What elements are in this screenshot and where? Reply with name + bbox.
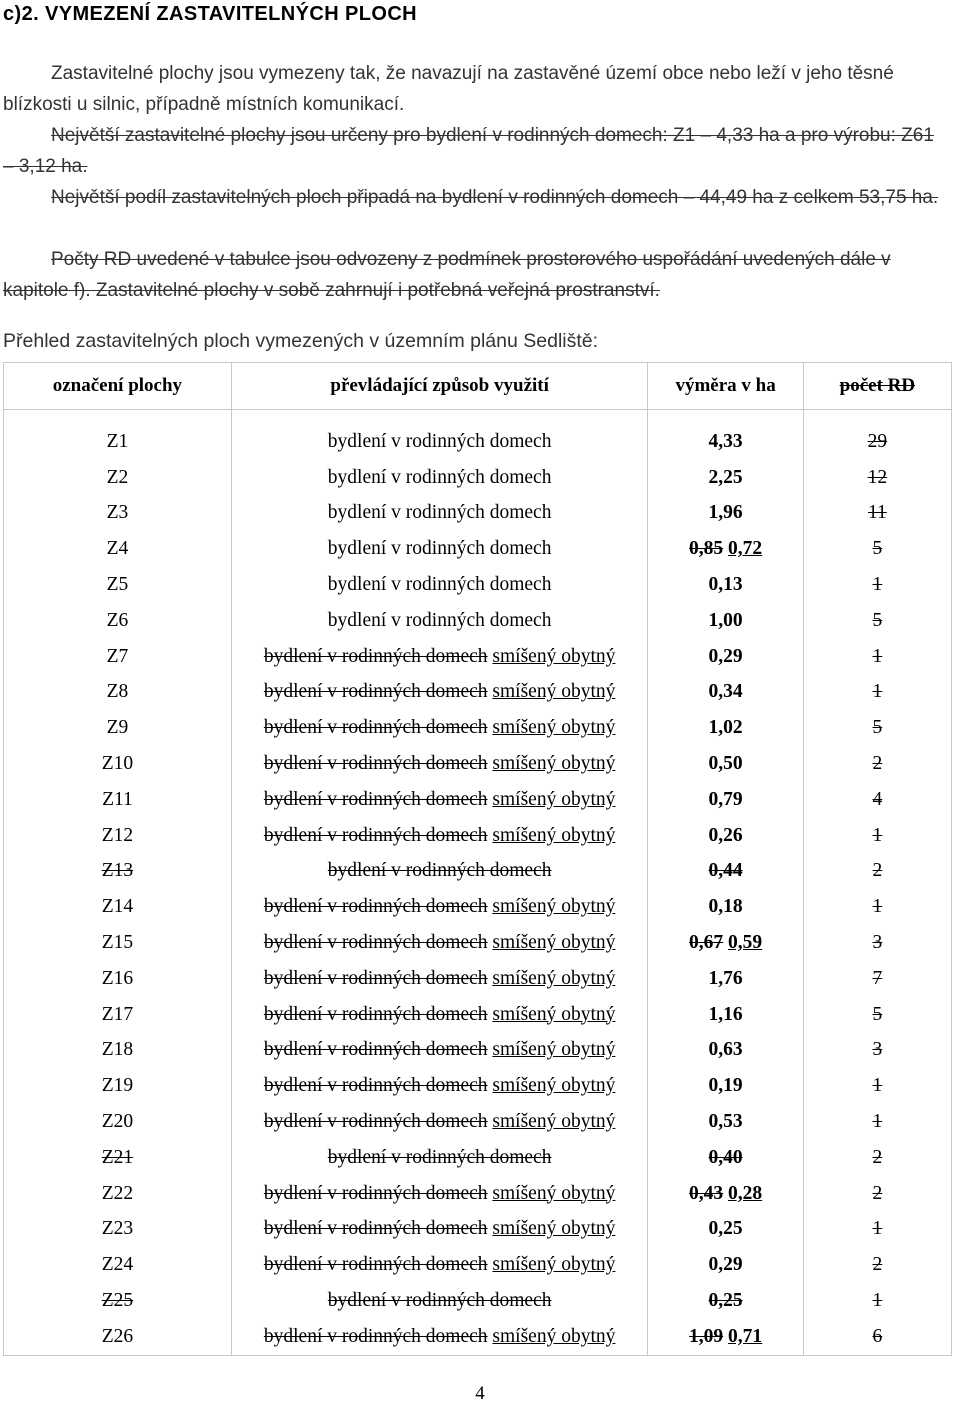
use-old: bydlení v rodinných domech — [263, 896, 488, 918]
cell-id: Z13 — [4, 854, 232, 890]
page-heading: c)2. VYMEZENÍ ZASTAVITELNÝCH PLOCH — [3, 3, 418, 25]
cell-rd-count: 6 — [803, 1319, 951, 1355]
cell-id: Z9 — [4, 710, 232, 746]
cell-use: bydlení v rodinných domech — [231, 531, 648, 567]
cell-area: 0,13 — [648, 567, 803, 603]
page-number: 4 — [475, 1383, 485, 1404]
cell-use: bydlení v rodinných domech — [231, 1140, 648, 1176]
cell-id: Z2 — [4, 460, 232, 496]
table-row — [4, 567, 952, 603]
cell-id: Z17 — [4, 997, 232, 1033]
paragraph-rd-counts: Počty RD uvedené v tabulce jsou odvozeny z podmínek prostorového uspořádání uvedených dále v kapitole f). Zastavitelné plochy v sobě zahrnují i potřebná veřejná prostranství. — [3, 249, 891, 301]
cell-area: 0,29 — [648, 1247, 803, 1283]
cell-id: Z25 — [4, 1283, 232, 1319]
cell-rd-count: 29 — [803, 410, 951, 460]
cell-rd-count: 2 — [803, 1247, 951, 1283]
area-new: 0,71 — [728, 1325, 763, 1347]
cell-rd-count: 5 — [803, 997, 951, 1033]
use-old: bydlení v rodinných domech — [263, 1039, 488, 1061]
paragraph-largest-areas: Největší zastavitelné plochy jsou určeny pro bydlení v rodinných domech: Z1 – 4,33 ha a pro výrobu: Z61 – 3,12 ha. — [3, 125, 934, 177]
cell-use — [231, 961, 648, 997]
use-new: smíšený obytný — [492, 967, 616, 989]
cell-use — [231, 1033, 648, 1069]
cell-area: 0,50 — [648, 746, 803, 782]
table-header-row — [4, 363, 952, 410]
cell-use — [231, 1104, 648, 1140]
cell-rd-count: 11 — [803, 496, 951, 532]
cell-area: 0,25 — [648, 1212, 803, 1248]
use-new: smíšený obytný — [492, 932, 616, 954]
cell-area — [648, 531, 803, 567]
table-row — [4, 675, 952, 711]
use-old: bydlení v rodinných domech — [263, 967, 488, 989]
cell-id: Z21 — [4, 1140, 232, 1176]
cell-use — [231, 675, 648, 711]
area-old: 0,67 — [689, 932, 724, 954]
cell-rd-count: 2 — [803, 1176, 951, 1212]
table-row — [4, 854, 952, 890]
areas-table — [3, 362, 952, 1356]
use-old: bydlení v rodinných domech — [263, 1254, 488, 1276]
cell-id: Z18 — [4, 1033, 232, 1069]
cell-area: 1,00 — [648, 603, 803, 639]
use-new: smíšený obytný — [492, 1111, 616, 1133]
cell-rd-count: 1 — [803, 818, 951, 854]
use-new: smíšený obytný — [492, 1218, 616, 1240]
paragraph-housing-share: Největší podíl zastavitelných ploch připadá na bydlení v rodinných domech – 44,49 ha z celkem 53,75 ha. — [51, 187, 939, 208]
use-old: bydlení v rodinných domech — [263, 681, 488, 703]
cell-rd-count: 1 — [803, 889, 951, 925]
cell-area: 0,53 — [648, 1104, 803, 1140]
table-row — [4, 1068, 952, 1104]
table-row — [4, 925, 952, 961]
use-old: bydlení v rodinných domech — [263, 753, 488, 775]
cell-id: Z26 — [4, 1319, 232, 1355]
cell-rd-count: 7 — [803, 961, 951, 997]
cell-rd-count: 4 — [803, 782, 951, 818]
cell-id: Z3 — [4, 496, 232, 532]
use-new: smíšený obytný — [492, 645, 616, 667]
cell-id: Z8 — [4, 675, 232, 711]
cell-use — [231, 782, 648, 818]
cell-area: 0,29 — [648, 639, 803, 675]
cell-area: 0,18 — [648, 889, 803, 925]
table-row — [4, 531, 952, 567]
cell-area: 1,02 — [648, 710, 803, 746]
cell-id: Z1 — [4, 410, 232, 460]
table-row — [4, 746, 952, 782]
area-old: 1,09 — [689, 1325, 724, 1347]
cell-id: Z4 — [4, 531, 232, 567]
paragraph-intro: Zastavitelné plochy jsou vymezeny tak, že navazují na zastavěné území obce nebo leží v jeho těsné blízkosti u silnic, případně místních komunikací. — [3, 63, 894, 115]
use-new: smíšený obytný — [492, 824, 616, 846]
area-old: 0,43 — [689, 1182, 724, 1204]
cell-use — [231, 1068, 648, 1104]
cell-use: bydlení v rodinných domech — [231, 410, 648, 460]
cell-id: Z7 — [4, 639, 232, 675]
table-row — [4, 997, 952, 1033]
cell-area: 0,44 — [648, 854, 803, 890]
table-row — [4, 1283, 952, 1319]
table-body — [4, 410, 952, 1356]
cell-area: 4,33 — [648, 410, 803, 460]
cell-rd-count: 1 — [803, 1068, 951, 1104]
cell-area: 0,79 — [648, 782, 803, 818]
cell-area — [648, 925, 803, 961]
cell-rd-count: 5 — [803, 710, 951, 746]
cell-id: Z11 — [4, 782, 232, 818]
cell-use — [231, 925, 648, 961]
header-area: výměra v ha — [648, 363, 803, 410]
table-row — [4, 1033, 952, 1069]
use-new: smíšený obytný — [492, 1003, 616, 1025]
use-old: bydlení v rodinných domech — [263, 788, 488, 810]
cell-use — [231, 1212, 648, 1248]
cell-use: bydlení v rodinných domech — [231, 854, 648, 890]
cell-id: Z19 — [4, 1068, 232, 1104]
table-row — [4, 961, 952, 997]
use-new: smíšený obytný — [492, 717, 616, 739]
table-row — [4, 782, 952, 818]
use-new: smíšený obytný — [492, 1325, 616, 1347]
cell-use: bydlení v rodinných domech — [231, 603, 648, 639]
use-new: smíšený obytný — [492, 681, 616, 703]
cell-area: 0,34 — [648, 675, 803, 711]
use-old: bydlení v rodinných domech — [263, 645, 488, 667]
use-old: bydlení v rodinných domech — [263, 1325, 488, 1347]
cell-rd-count: 1 — [803, 1212, 951, 1248]
cell-use: bydlení v rodinných domech — [231, 1283, 648, 1319]
cell-rd-count: 1 — [803, 567, 951, 603]
cell-use — [231, 818, 648, 854]
cell-use — [231, 1247, 648, 1283]
table-row — [4, 639, 952, 675]
use-old: bydlení v rodinných domech — [263, 824, 488, 846]
cell-id: Z5 — [4, 567, 232, 603]
table-row — [4, 1140, 952, 1176]
area-old: 0,85 — [689, 538, 724, 560]
cell-id: Z20 — [4, 1104, 232, 1140]
use-old: bydlení v rodinných domech — [263, 1003, 488, 1025]
cell-rd-count: 1 — [803, 639, 951, 675]
table-row — [4, 889, 952, 925]
use-old: bydlení v rodinných domech — [263, 932, 488, 954]
cell-area: 1,96 — [648, 496, 803, 532]
cell-area: 0,40 — [648, 1140, 803, 1176]
cell-id: Z16 — [4, 961, 232, 997]
cell-use: bydlení v rodinných domech — [231, 496, 648, 532]
cell-rd-count: 2 — [803, 854, 951, 890]
area-new: 0,59 — [728, 932, 763, 954]
table-row — [4, 1212, 952, 1248]
cell-area: 0,19 — [648, 1068, 803, 1104]
table-row — [4, 603, 952, 639]
use-old: bydlení v rodinných domech — [263, 1111, 488, 1133]
cell-rd-count: 2 — [803, 746, 951, 782]
cell-area — [648, 1176, 803, 1212]
cell-rd-count: 1 — [803, 1104, 951, 1140]
cell-area: 1,16 — [648, 997, 803, 1033]
header-id: označení plochy — [4, 363, 232, 410]
cell-id: Z12 — [4, 818, 232, 854]
table-row — [4, 1319, 952, 1355]
use-new: smíšený obytný — [492, 896, 616, 918]
use-old: bydlení v rodinných domech — [263, 717, 488, 739]
use-new: smíšený obytný — [492, 1039, 616, 1061]
use-new: smíšený obytný — [492, 753, 616, 775]
cell-id: Z24 — [4, 1247, 232, 1283]
table-row — [4, 496, 952, 532]
table-row — [4, 818, 952, 854]
cell-rd-count: 5 — [803, 531, 951, 567]
cell-id: Z22 — [4, 1176, 232, 1212]
cell-use — [231, 710, 648, 746]
table-row — [4, 710, 952, 746]
use-old: bydlení v rodinných domech — [263, 1182, 488, 1204]
cell-use — [231, 746, 648, 782]
cell-area: 1,76 — [648, 961, 803, 997]
cell-use: bydlení v rodinných domech — [231, 460, 648, 496]
cell-rd-count: 3 — [803, 1033, 951, 1069]
cell-use — [231, 1176, 648, 1212]
area-new: 0,72 — [728, 538, 763, 560]
cell-id: Z23 — [4, 1212, 232, 1248]
cell-area: 0,25 — [648, 1283, 803, 1319]
table-row — [4, 410, 952, 460]
use-old: bydlení v rodinných domech — [263, 1075, 488, 1097]
use-new: smíšený obytný — [492, 1075, 616, 1097]
area-new: 0,28 — [728, 1182, 763, 1204]
cell-rd-count: 12 — [803, 460, 951, 496]
cell-id: Z10 — [4, 746, 232, 782]
cell-use — [231, 997, 648, 1033]
cell-area: 0,63 — [648, 1033, 803, 1069]
cell-rd-count: 1 — [803, 675, 951, 711]
cell-rd-count: 2 — [803, 1140, 951, 1176]
cell-use: bydlení v rodinných domech — [231, 567, 648, 603]
cell-rd-count: 5 — [803, 603, 951, 639]
cell-rd-count: 3 — [803, 925, 951, 961]
header-use: převládající způsob využití — [231, 363, 648, 410]
cell-use — [231, 889, 648, 925]
use-new: smíšený obytný — [492, 1182, 616, 1204]
header-rd-count: počet RD — [803, 363, 951, 410]
cell-area: 0,26 — [648, 818, 803, 854]
cell-rd-count: 1 — [803, 1283, 951, 1319]
table-intro: Přehled zastavitelných ploch vymezených v územním plánu Sedliště: — [3, 330, 599, 352]
table-row — [4, 1104, 952, 1140]
cell-area — [648, 1319, 803, 1355]
use-old: bydlení v rodinných domech — [263, 1218, 488, 1240]
use-new: smíšený obytný — [492, 1254, 616, 1276]
cell-area: 2,25 — [648, 460, 803, 496]
table-row — [4, 460, 952, 496]
cell-use — [231, 1319, 648, 1355]
cell-id: Z14 — [4, 889, 232, 925]
cell-id: Z15 — [4, 925, 232, 961]
use-new: smíšený obytný — [492, 788, 616, 810]
cell-id: Z6 — [4, 603, 232, 639]
table-row — [4, 1176, 952, 1212]
table-row — [4, 1247, 952, 1283]
cell-use — [231, 639, 648, 675]
